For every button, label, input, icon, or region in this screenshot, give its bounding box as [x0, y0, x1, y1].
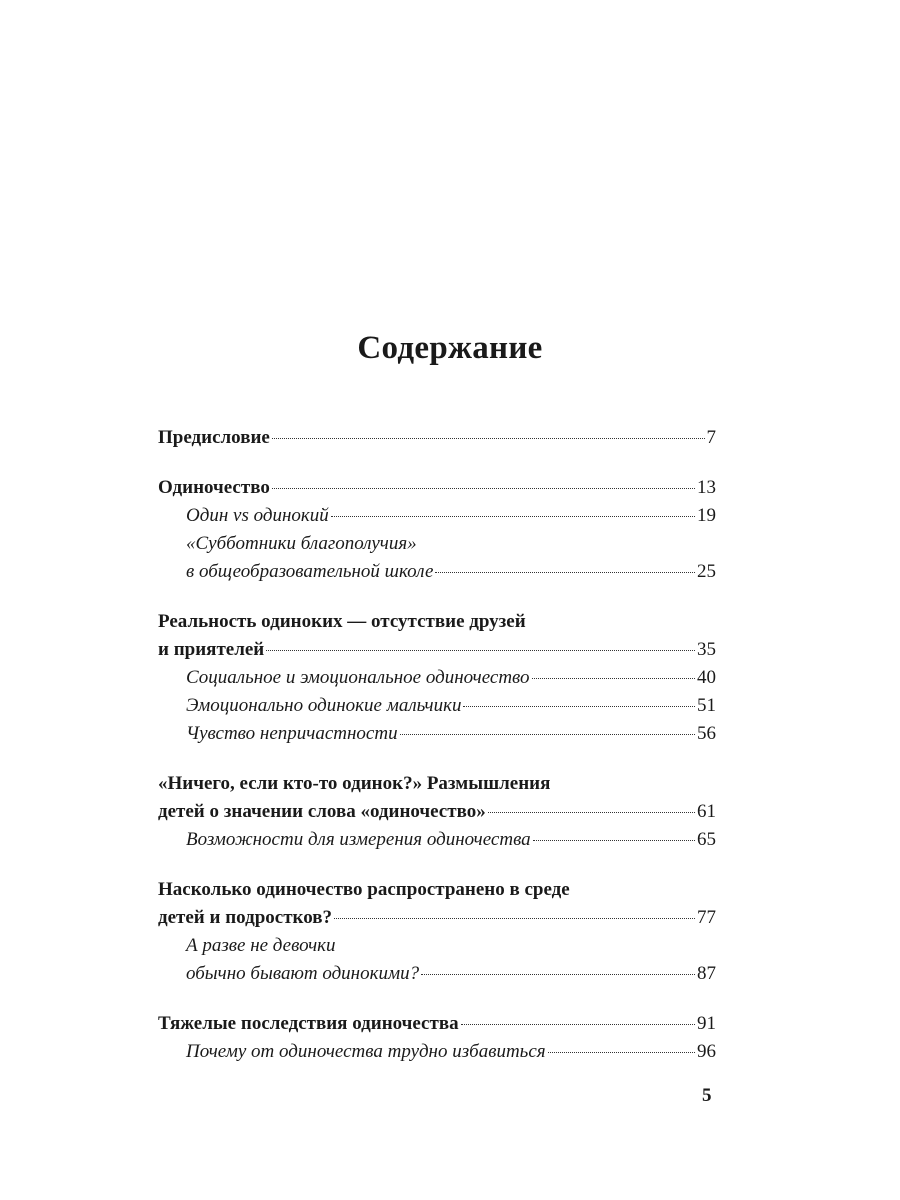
toc-entry-row — [158, 720, 716, 748]
dot-leader — [461, 1024, 695, 1025]
table-of-contents — [158, 424, 716, 1088]
toc-page-number: 40 — [697, 667, 716, 688]
page-title: Содержание — [357, 330, 543, 366]
toc-entry-title: Почему от одиночества трудно избавиться — [186, 1041, 546, 1062]
toc-section — [158, 474, 716, 586]
toc-subsection-entry[interactable] — [158, 932, 716, 988]
dot-leader — [400, 734, 695, 735]
dot-leader — [331, 516, 695, 517]
toc-chapter-entry[interactable] — [158, 474, 716, 502]
dot-leader — [548, 1052, 695, 1053]
toc-page-number: 51 — [697, 695, 716, 716]
toc-subsection-entry[interactable] — [158, 826, 716, 854]
toc-section — [158, 770, 716, 854]
toc-section — [158, 876, 716, 988]
toc-entry-title: обычно бывают одинокими? — [186, 963, 420, 984]
dot-leader — [488, 812, 695, 813]
toc-page-number: 13 — [697, 477, 716, 498]
toc-entry-title: Тяжелые последствия одиночества — [158, 1013, 459, 1034]
toc-entry-row — [158, 474, 716, 502]
toc-entry-title: детей и подростков? — [158, 907, 333, 928]
toc-subsection-entry[interactable] — [158, 664, 716, 692]
toc-page-number: 96 — [697, 1041, 716, 1062]
toc-entry-title: Эмоционально одинокие мальчики — [186, 695, 462, 716]
toc-entry-row — [158, 1038, 716, 1066]
toc-subsection-entry[interactable] — [158, 530, 716, 586]
toc-entry-title: Социальное и эмоциональное одиночество — [186, 667, 530, 688]
toc-entry-row — [158, 664, 716, 692]
toc-entry-row — [158, 1010, 716, 1038]
dot-leader — [334, 918, 695, 919]
toc-entry-title-line: Реальность одиноких — отсутствие друзей — [158, 611, 526, 632]
toc-page-number: 65 — [697, 829, 716, 850]
toc-section — [158, 1010, 716, 1066]
toc-entry-row — [158, 424, 716, 452]
toc-entry-title: в общеобразовательной школе — [186, 561, 434, 582]
toc-entry-row — [158, 502, 716, 530]
toc-page-number: 35 — [697, 639, 716, 660]
dot-leader — [463, 706, 695, 707]
toc-page-number: 56 — [697, 723, 716, 744]
toc-page-number: 25 — [697, 561, 716, 582]
toc-chapter-entry[interactable] — [158, 608, 716, 664]
toc-chapter-entry[interactable] — [158, 876, 716, 932]
toc-page-number: 7 — [706, 427, 716, 448]
dot-leader — [266, 650, 695, 651]
toc-page-number: 87 — [697, 963, 716, 984]
toc-entry-title: Предисловие — [158, 427, 270, 448]
toc-entry-row — [158, 798, 716, 826]
toc-entry-row — [158, 692, 716, 720]
dot-leader — [435, 572, 695, 573]
dot-leader — [272, 488, 695, 489]
toc-subsection-entry[interactable] — [158, 692, 716, 720]
toc-chapter-entry[interactable] — [158, 770, 716, 826]
toc-entry-title: Возможности для измерения одиночества — [186, 829, 531, 850]
dot-leader — [421, 974, 695, 975]
toc-entry-title-line: А разве не девочки — [186, 935, 336, 956]
toc-chapter-entry[interactable] — [158, 1010, 716, 1038]
toc-subsection-entry[interactable] — [158, 1038, 716, 1066]
toc-section — [158, 608, 716, 748]
toc-chapter-entry[interactable] — [158, 424, 716, 452]
toc-entry-row — [158, 960, 716, 988]
toc-page-number: 77 — [697, 907, 716, 928]
toc-entry-title: Одиночество — [158, 477, 270, 498]
toc-subsection-entry[interactable] — [158, 720, 716, 748]
toc-entry-row — [158, 558, 716, 586]
toc-entry-title: Чувство непричастности — [186, 723, 398, 744]
toc-entry-title-line: «Ничего, если кто-то одинок?» Размышления — [158, 773, 551, 794]
page-number: 5 — [702, 1085, 712, 1106]
toc-page-number: 91 — [697, 1013, 716, 1034]
toc-page-number: 19 — [697, 505, 716, 526]
toc-entry-row — [158, 826, 716, 854]
toc-section — [158, 424, 716, 452]
toc-entry-title-line: «Субботники благополучия» — [186, 533, 417, 554]
dot-leader — [533, 840, 695, 841]
dot-leader — [532, 678, 695, 679]
toc-subsection-entry[interactable] — [158, 502, 716, 530]
toc-entry-row — [158, 636, 716, 664]
toc-entry-title-line: Насколько одиночество распространено в среде — [158, 879, 570, 900]
toc-entry-row — [158, 904, 716, 932]
dot-leader — [272, 438, 705, 439]
toc-entry-title: Один vs одинокий — [186, 505, 329, 526]
toc-page-number: 61 — [697, 801, 716, 822]
toc-entry-title: детей о значении слова «одиночество» — [158, 801, 486, 822]
toc-entry-title: и приятелей — [158, 639, 265, 660]
